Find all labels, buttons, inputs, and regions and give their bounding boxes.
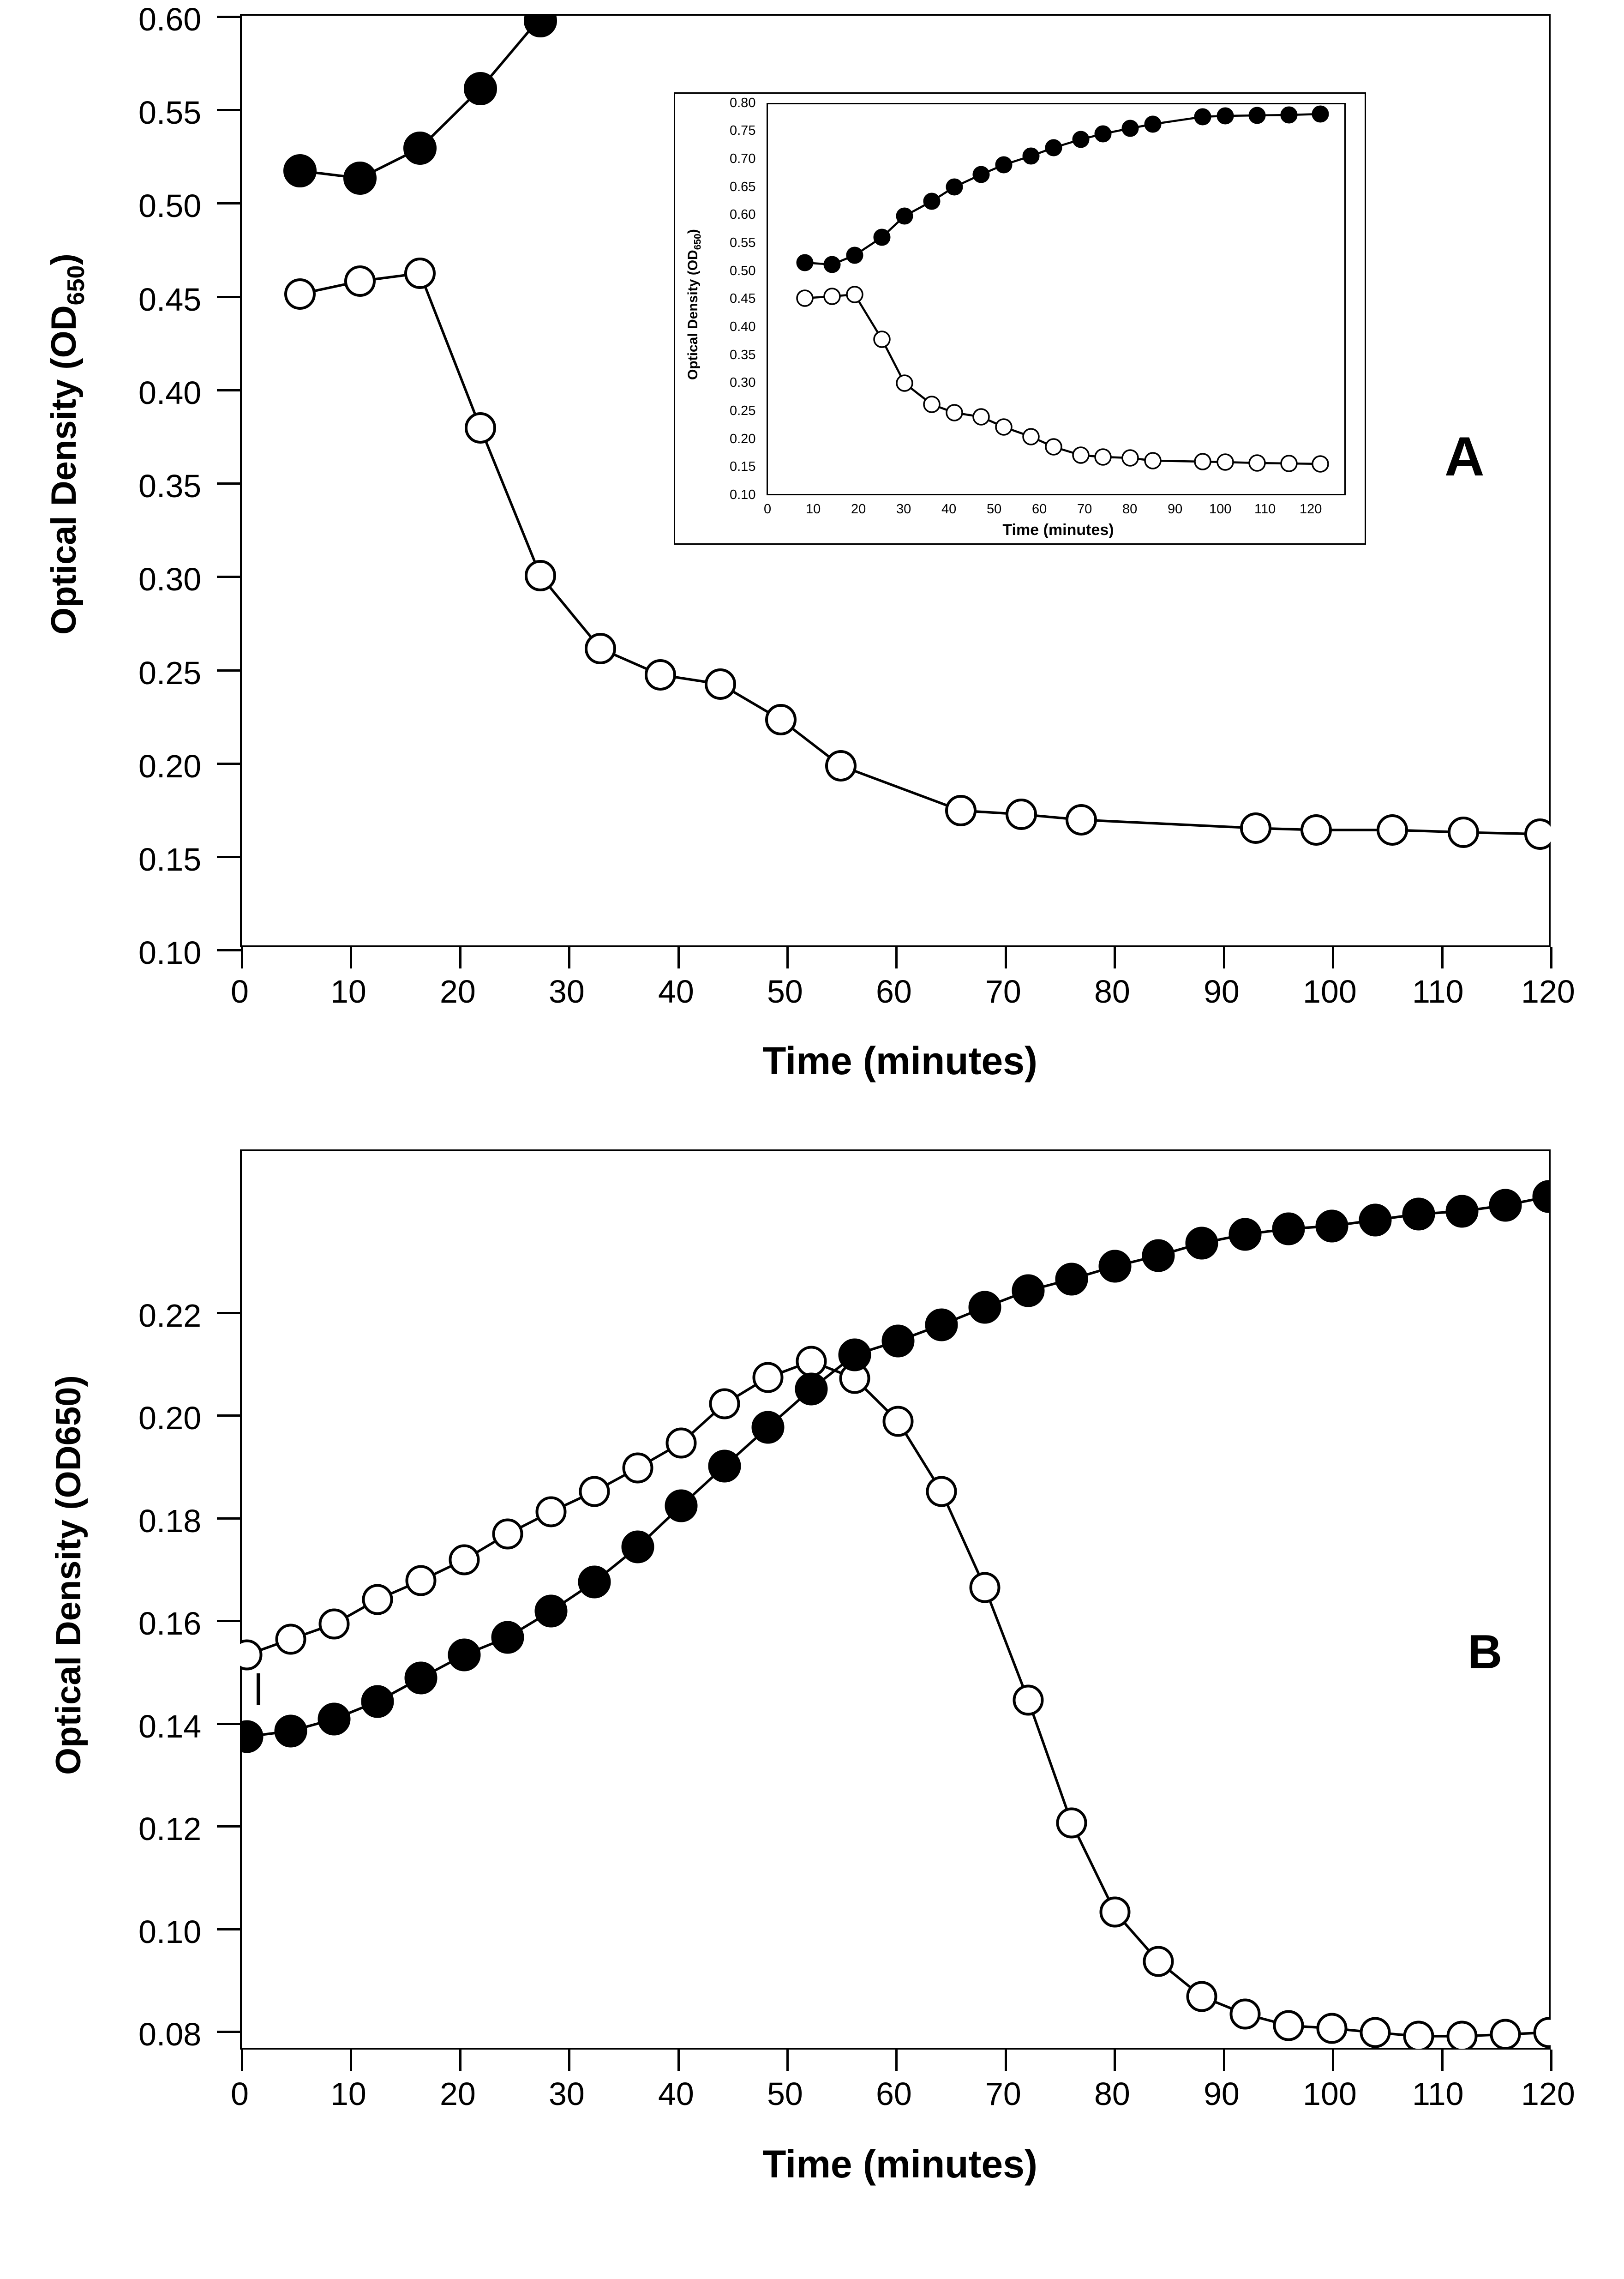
inset-x-tick-label: 0 bbox=[764, 502, 772, 517]
inset-y-label-subscript: 650 bbox=[692, 234, 703, 250]
x-tick-label: 110 bbox=[1412, 2076, 1464, 2112]
y-tick-label: 0.16 bbox=[138, 1606, 202, 1642]
x-tick-label: 0 bbox=[231, 974, 249, 1010]
panel-a bbox=[0, 0, 1624, 1126]
y-tick-mark bbox=[217, 16, 241, 18]
x-tick-label: 0 bbox=[231, 2076, 249, 2112]
y-tick-label: 0.60 bbox=[138, 1, 202, 37]
panel-b-plot bbox=[240, 1149, 1551, 2050]
x-tick-mark bbox=[677, 947, 680, 968]
x-tick-label: 90 bbox=[1204, 2076, 1240, 2112]
inset-y-tick-label: 0.75 bbox=[730, 123, 756, 138]
x-tick-mark bbox=[568, 2050, 570, 2071]
inset-x-tick-label: 90 bbox=[1168, 502, 1183, 517]
y-tick-mark bbox=[217, 1928, 241, 1930]
y-tick-mark bbox=[217, 576, 241, 578]
inset-x-tick-label: 60 bbox=[1032, 502, 1047, 517]
x-tick-mark bbox=[1223, 2050, 1225, 2071]
y-tick-label: 0.20 bbox=[138, 1400, 202, 1436]
x-tick-mark bbox=[677, 2050, 680, 2071]
x-tick-label: 70 bbox=[985, 2076, 1021, 2112]
x-tick-label: 60 bbox=[876, 974, 912, 1010]
inset-y-tick-label: 0.65 bbox=[730, 180, 756, 194]
y-tick-mark bbox=[217, 856, 241, 858]
x-tick-label: 70 bbox=[985, 974, 1021, 1010]
y-tick-mark bbox=[217, 669, 241, 672]
panel-a-y-axis-label bbox=[44, 253, 90, 635]
y-label-text: Optical Density (OD bbox=[44, 305, 84, 635]
y-tick-mark bbox=[217, 1825, 241, 1828]
x-tick-mark bbox=[1332, 2050, 1334, 2071]
panel-a-inset bbox=[674, 92, 1366, 545]
x-tick-mark bbox=[1114, 2050, 1116, 2071]
x-tick-mark bbox=[1223, 947, 1225, 968]
inset-y-tick-label: 0.60 bbox=[730, 207, 756, 222]
y-tick-mark bbox=[217, 2031, 241, 2033]
y-tick-label: 0.18 bbox=[138, 1503, 202, 1539]
x-tick-label: 20 bbox=[440, 2076, 476, 2112]
x-tick-label: 30 bbox=[549, 974, 585, 1010]
y-tick-label: 0.30 bbox=[138, 561, 202, 597]
inset-y-tick-label: 0.70 bbox=[730, 151, 756, 166]
x-tick-label: 120 bbox=[1521, 974, 1575, 1010]
y-tick-mark bbox=[217, 1620, 241, 1622]
panel-b-letter: B bbox=[1468, 1625, 1503, 1679]
inset-y-tick-label: 0.55 bbox=[730, 235, 756, 250]
x-tick-label: 20 bbox=[440, 974, 476, 1010]
y-tick-label: 0.12 bbox=[138, 1811, 202, 1847]
inset-y-tick-label: 0.25 bbox=[730, 403, 756, 418]
inset-x-tick-label: 50 bbox=[987, 502, 1002, 517]
x-tick-mark bbox=[459, 2050, 461, 2071]
y-tick-label: 0.14 bbox=[138, 1708, 202, 1744]
y-label-paren: ) bbox=[44, 253, 84, 265]
y-tick-label: 0.25 bbox=[138, 655, 202, 691]
inset-x-tick-label: 10 bbox=[806, 502, 821, 517]
y-tick-label: 0.55 bbox=[138, 95, 202, 131]
y-tick-label: 0.50 bbox=[138, 188, 202, 224]
y-tick-label: 0.35 bbox=[138, 468, 202, 504]
inset-y-label-paren: ) bbox=[685, 229, 701, 234]
panel-b-x-axis-label: Time (minutes) bbox=[762, 2142, 1037, 2186]
y-tick-mark bbox=[217, 763, 241, 765]
x-tick-label: 50 bbox=[767, 974, 803, 1010]
inset-y-label-text: Optical Density (OD bbox=[685, 250, 701, 380]
x-tick-mark bbox=[568, 947, 570, 968]
y-tick-label: 0.15 bbox=[138, 842, 202, 878]
inset-x-tick-label: 80 bbox=[1122, 502, 1138, 517]
y-tick-mark bbox=[217, 389, 241, 391]
x-tick-label: 80 bbox=[1094, 2076, 1130, 2112]
y-tick-label: 0.10 bbox=[138, 1914, 202, 1950]
y-tick-label: 0.08 bbox=[138, 2016, 202, 2052]
y-tick-label: 0.22 bbox=[138, 1298, 202, 1334]
x-tick-label: 30 bbox=[549, 2076, 585, 2112]
panel-b-closed-markers bbox=[240, 1182, 1551, 1752]
x-tick-label: 100 bbox=[1303, 974, 1357, 1010]
x-tick-mark bbox=[241, 947, 243, 968]
inset-y-tick-label: 0.20 bbox=[730, 432, 756, 446]
x-tick-label: 100 bbox=[1303, 2076, 1357, 2112]
panel-a-x-axis-label: Time (minutes) bbox=[762, 1039, 1037, 1082]
x-tick-label: 110 bbox=[1412, 974, 1464, 1010]
x-tick-mark bbox=[1550, 947, 1552, 968]
x-tick-mark bbox=[895, 2050, 898, 2071]
panel-b-y-axis-label bbox=[48, 1359, 90, 1775]
x-tick-label: 50 bbox=[767, 2076, 803, 2112]
panel-a-closed-series-markers bbox=[285, 14, 556, 193]
panel-b bbox=[0, 1136, 1624, 2279]
inset-x-tick-label: 40 bbox=[941, 502, 957, 517]
x-tick-label: 80 bbox=[1094, 974, 1130, 1010]
inset-y-tick-label: 0.10 bbox=[730, 487, 756, 502]
inset-y-tick-label: 0.40 bbox=[730, 319, 756, 334]
inset-y-tick-label: 0.30 bbox=[730, 375, 756, 390]
y-tick-label: 0.20 bbox=[138, 748, 202, 784]
x-tick-mark bbox=[1550, 2050, 1552, 2071]
inset-y-tick-label: 0.15 bbox=[730, 459, 756, 474]
y-tick-mark bbox=[217, 1312, 241, 1314]
inset-x-tick-label: 100 bbox=[1209, 502, 1232, 517]
x-tick-mark bbox=[786, 947, 789, 968]
y-tick-mark bbox=[217, 296, 241, 298]
panel-b-open-markers bbox=[240, 1347, 1551, 2050]
x-tick-mark bbox=[786, 2050, 789, 2071]
x-tick-label: 60 bbox=[876, 2076, 912, 2112]
x-tick-mark bbox=[1441, 2050, 1444, 2071]
x-tick-label: 90 bbox=[1204, 974, 1240, 1010]
x-tick-label: 10 bbox=[330, 2076, 366, 2112]
x-tick-mark bbox=[1332, 947, 1334, 968]
panel-b-y-label-text: Optical Density (OD650) bbox=[49, 1375, 88, 1775]
y-tick-mark bbox=[217, 1723, 241, 1725]
inset-x-tick-label: 120 bbox=[1300, 502, 1322, 517]
inset-plot bbox=[767, 103, 1346, 495]
x-tick-label: 40 bbox=[658, 2076, 694, 2112]
inset-x-axis-label: Time (minutes) bbox=[1002, 521, 1114, 539]
y-tick-label: 0.10 bbox=[138, 935, 202, 971]
y-tick-mark bbox=[217, 1414, 241, 1417]
inset-y-tick-label: 0.80 bbox=[730, 96, 756, 110]
inset-closed-markers bbox=[797, 106, 1328, 272]
y-tick-mark bbox=[217, 1517, 241, 1520]
y-label-subscript: 650 bbox=[63, 265, 90, 306]
inset-x-tick-label: 20 bbox=[851, 502, 866, 517]
inset-y-axis-label bbox=[685, 186, 704, 380]
x-tick-mark bbox=[1114, 947, 1116, 968]
x-tick-mark bbox=[459, 947, 461, 968]
x-tick-label: 40 bbox=[658, 974, 694, 1010]
y-tick-mark bbox=[217, 109, 241, 111]
x-tick-mark bbox=[350, 947, 352, 968]
x-tick-mark bbox=[1005, 2050, 1007, 2071]
x-tick-mark bbox=[350, 2050, 352, 2071]
inset-x-tick-label: 70 bbox=[1077, 502, 1092, 517]
inset-open-markers bbox=[797, 287, 1328, 472]
y-tick-mark bbox=[217, 202, 241, 204]
inset-y-tick-label: 0.35 bbox=[730, 348, 756, 362]
x-tick-mark bbox=[1441, 947, 1444, 968]
x-tick-label: 120 bbox=[1521, 2076, 1575, 2112]
y-tick-label: 0.40 bbox=[138, 375, 202, 411]
x-tick-mark bbox=[1005, 947, 1007, 968]
inset-x-tick-label: 30 bbox=[896, 502, 911, 517]
inset-y-tick-label: 0.50 bbox=[730, 264, 756, 278]
y-tick-label: 0.45 bbox=[138, 282, 202, 318]
y-tick-mark bbox=[217, 482, 241, 485]
inset-y-tick-label: 0.45 bbox=[730, 291, 756, 306]
panel-a-letter: A bbox=[1444, 426, 1485, 487]
x-tick-label: 10 bbox=[330, 974, 366, 1010]
inset-x-tick-label: 110 bbox=[1254, 502, 1276, 517]
x-tick-mark bbox=[895, 947, 898, 968]
x-tick-mark bbox=[241, 2050, 243, 2071]
y-tick-mark bbox=[217, 949, 241, 951]
